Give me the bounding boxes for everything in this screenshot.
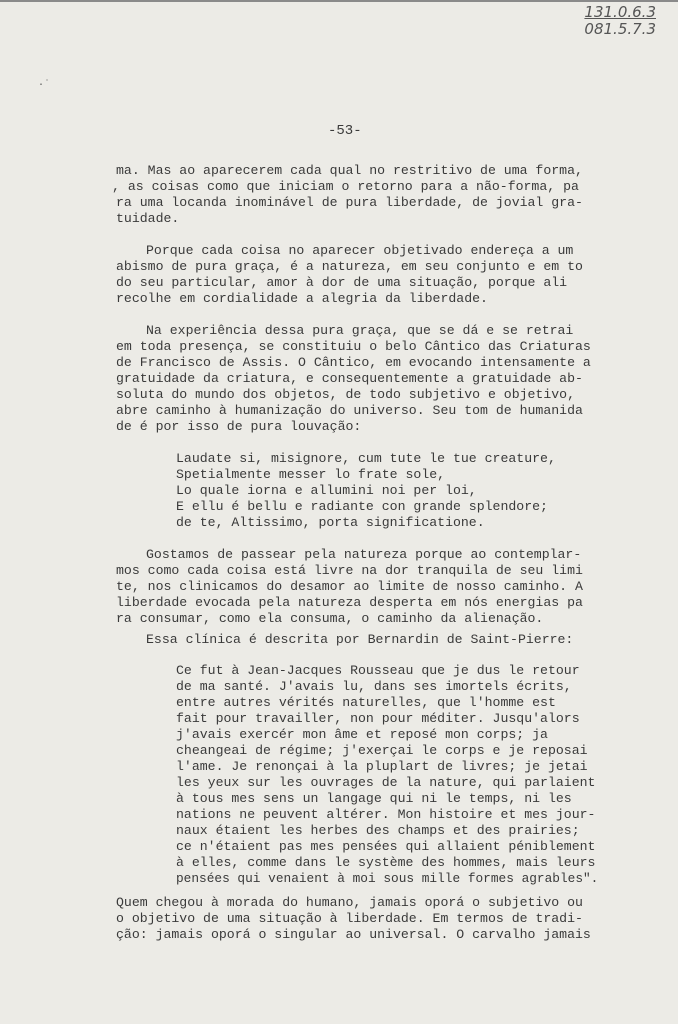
- text-line: liberdade evocada pela natureza desperta em nós energias pa: [116, 595, 583, 610]
- quote-line: ce n'étaient pas mes pensées qui allaient péniblement: [176, 839, 596, 854]
- text-line: ção: jamais oporá o singular ao universal. O carvalho jamais: [116, 927, 591, 942]
- text-line: soluta do mundo dos objetos, de todo subjetivo e objetivo,: [116, 387, 575, 402]
- text-line: em toda presença, se constituiu o belo Cântico das Criaturas: [116, 339, 591, 354]
- poem-line: Spetialmente messer lo frate sole,: [176, 467, 446, 482]
- quote-line: nations ne peuvent altérer. Mon histoire et mes jour-: [176, 807, 596, 822]
- quote-line: fait pour travailler, non pour méditer. Jusqu'alors: [176, 711, 580, 726]
- poem-line: Laudate si, misignore, cum tute le tue creature,: [176, 451, 556, 466]
- page-number: -53-: [328, 123, 362, 139]
- text-line: Porque cada coisa no aparecer objetivado endereça a um: [146, 243, 574, 258]
- text-line: te, nos clinicamos do desamor ao limite de nosso caminho. A: [116, 579, 583, 594]
- ink-mark: ·˙: [38, 80, 51, 91]
- text-line: tuidade.: [116, 211, 180, 226]
- archive-reference: [584, 4, 656, 38]
- quote-line: l'ame. Je renonçai à la pluplart de livres; je jetai: [176, 759, 588, 774]
- text-line: Quem chegou à morada do humano, jamais oporá o subjetivo ou: [116, 895, 583, 910]
- archive-ref-line-1: 131.0.6.3: [584, 3, 656, 21]
- poem-line: E ellu é bellu e radiante con grande splendore;: [176, 499, 548, 514]
- quote-line: à elles, comme dans le système des hommes, mais leurs: [176, 855, 596, 870]
- poem-line: Lo quale iorna e allumini noi per loi,: [176, 483, 477, 498]
- text-line: Gostamos de passear pela natureza porque ao contemplar-: [146, 547, 582, 562]
- text-line: abre caminho à humanização do universo. Seu tom de humanida: [116, 403, 583, 418]
- text-line: de Francisco de Assis. O Cântico, em evocando intensamente a: [116, 355, 591, 370]
- text-line: de é por isso de pura louvação:: [116, 419, 362, 434]
- quote-line: cheangeai de régime; j'exerçai le corps e je reposai: [176, 743, 588, 758]
- quote-line: pensées qui venaient à moi sous mille formes agrables".: [176, 871, 599, 886]
- quote-line: naux étaient les herbes des champs et des prairies;: [176, 823, 580, 838]
- text-line: , as coisas como que iniciam o retorno para a não-forma, pa: [112, 179, 579, 194]
- archive-ref-line-2: 081.5.7.3: [584, 20, 656, 38]
- quote-line: de ma santé. J'avais lu, dans ses imortels écrits,: [176, 679, 572, 694]
- quote-line: Ce fut à Jean-Jacques Rousseau que je dus le retour: [176, 663, 580, 678]
- text-line: ma. Mas ao aparecerem cada qual no restritivo de uma forma,: [116, 163, 583, 178]
- text-line: Na experiência dessa pura graça, que se dá e se retrai: [146, 323, 574, 338]
- quote-line: j'avais exercér mon âme et reposé mon corps; ja: [176, 727, 548, 742]
- text-line: o objetivo de uma situação à liberdade. Em termos de tradi-: [116, 911, 583, 926]
- page-top-edge: [0, 0, 678, 2]
- text-line: do seu particular, amor à dor de uma situação, porque ali: [116, 275, 568, 290]
- text-line: recolhe em cordialidade a alegria da liberdade.: [116, 291, 488, 306]
- text-line: abismo de pura graça, é a natureza, em seu conjunto e em to: [116, 259, 583, 274]
- quote-line: à tous mes sens un langage qui ni le temps, ni les: [176, 791, 572, 806]
- quote-line: entre autres vérités naturelles, que l'homme est: [176, 695, 556, 710]
- text-line: gratuidade da criatura, e consequentemente a gratuidade ab-: [116, 371, 583, 386]
- text-line: mos como cada coisa está livre na dor tranquila de seu limi: [116, 563, 583, 578]
- text-line: ra consumar, como ela consuma, o caminho da alienação.: [116, 611, 544, 626]
- text-line: Essa clínica é descrita por Bernardin de Saint-Pierre:: [146, 632, 574, 647]
- quote-line: les yeux sur les ouvrages de la nature, qui parlaient: [176, 775, 596, 790]
- text-line: ra uma locanda inominável de pura liberdade, de jovial gra-: [116, 195, 583, 210]
- poem-line: de te, Altissimo, porta significatione.: [176, 515, 485, 530]
